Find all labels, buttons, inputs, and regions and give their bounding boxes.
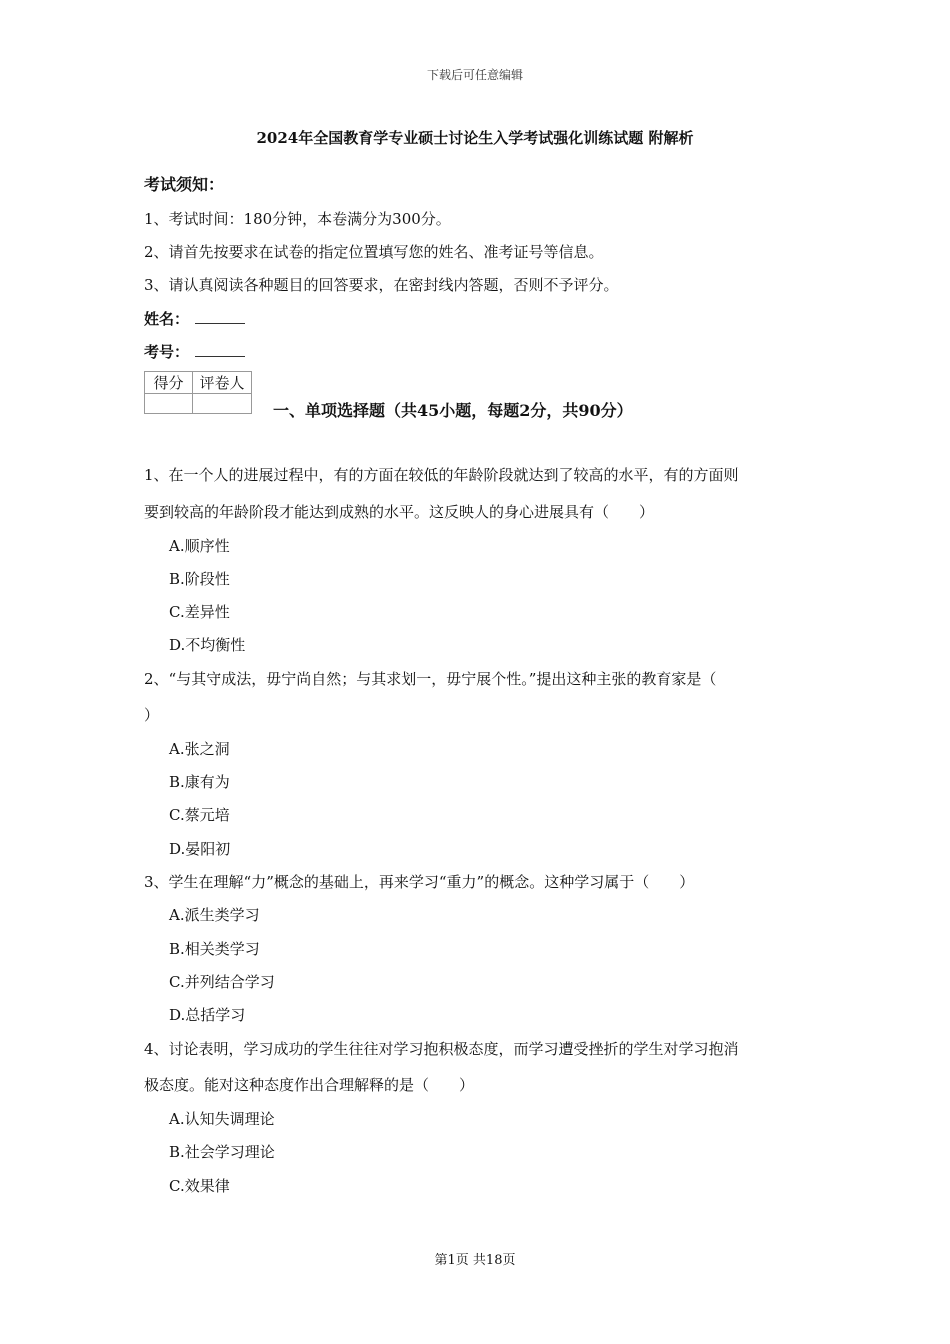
notice-heading: 考试须知： <box>144 175 225 194</box>
question-3-option-b: B.相关类学习 <box>169 940 260 958</box>
name-blank[interactable] <box>195 309 245 324</box>
notice-item-1: 1、考试时间：180分钟，本卷满分为300分。 <box>144 210 451 228</box>
exam-id-field <box>144 341 245 362</box>
page-number: 第1页 共18页 <box>434 1253 516 1268</box>
grader-cell[interactable] <box>193 394 252 414</box>
question-4-option-c: C.效果律 <box>169 1177 230 1195</box>
document-title: 2024年全国教育学专业硕士讨论生入学考试强化训练试题 附解析 <box>256 129 694 147</box>
question-4-option-a: A.认知失调理论 <box>169 1110 275 1128</box>
question-2-option-b: B.康有为 <box>169 773 230 791</box>
notice-item-2: 2、请首先按要求在试卷的指定位置填写您的姓名、准考证号等信息。 <box>144 243 604 261</box>
question-2-option-c: C.蔡元培 <box>169 806 230 824</box>
question-4-option-b: B.社会学习理论 <box>169 1143 275 1161</box>
grader-header: 评卷人 <box>193 372 252 394</box>
score-header: 得分 <box>145 372 193 394</box>
question-2-option-a: A.张之洞 <box>169 740 230 758</box>
exam-id-blank[interactable] <box>195 342 245 357</box>
question-1-line-1: 1、在一个人的进展过程中，有的方面在较低的年龄阶段就达到了较高的水平，有的方面则 <box>144 466 739 484</box>
question-1-option-b: B.阶段性 <box>169 570 230 588</box>
question-3-line-1: 3、学生在理解“力”概念的基础上，再来学习“重力”的概念。这种学习属于（ ） <box>144 873 695 891</box>
question-2-line-1: 2、“与其守成法，毋宁尚自然；与其求划一，毋宁展个性。”提出这种主张的教育家是（ <box>144 670 717 688</box>
question-1-option-a: A.顺序性 <box>169 537 230 555</box>
question-3-option-d: D.总括学习 <box>169 1006 246 1024</box>
question-1-line-2: 要到较高的年龄阶段才能达到成熟的水平。这反映人的身心进展具有（ ） <box>144 503 655 521</box>
score-cell[interactable] <box>145 394 193 414</box>
question-2-option-d: D.晏阳初 <box>169 840 231 858</box>
question-3-option-c: C.并列结合学习 <box>169 973 275 991</box>
page-header-note: 下载后可任意编辑 <box>426 68 523 82</box>
notice-item-3: 3、请认真阅读各种题目的回答要求，在密封线内答题，否则不予评分。 <box>144 276 619 294</box>
name-field <box>144 308 245 329</box>
score-table <box>144 371 252 414</box>
section-title: 一、单项选择题（共45小题，每题2分，共90分） <box>273 401 633 420</box>
question-2-line-2: ） <box>144 706 160 724</box>
question-3-option-a: A.派生类学习 <box>169 906 260 924</box>
name-label: 姓名： <box>144 310 190 328</box>
exam-id-label: 考号： <box>144 343 190 361</box>
question-4-line-1: 4、讨论表明，学习成功的学生往往对学习抱积极态度，而学习遭受挫折的学生对学习抱消 <box>144 1040 739 1058</box>
question-1-option-d: D.不均衡性 <box>169 636 246 654</box>
question-4-line-2: 极态度。能对这种态度作出合理解释的是（ ） <box>144 1076 475 1094</box>
question-1-option-c: C.差异性 <box>169 603 230 621</box>
